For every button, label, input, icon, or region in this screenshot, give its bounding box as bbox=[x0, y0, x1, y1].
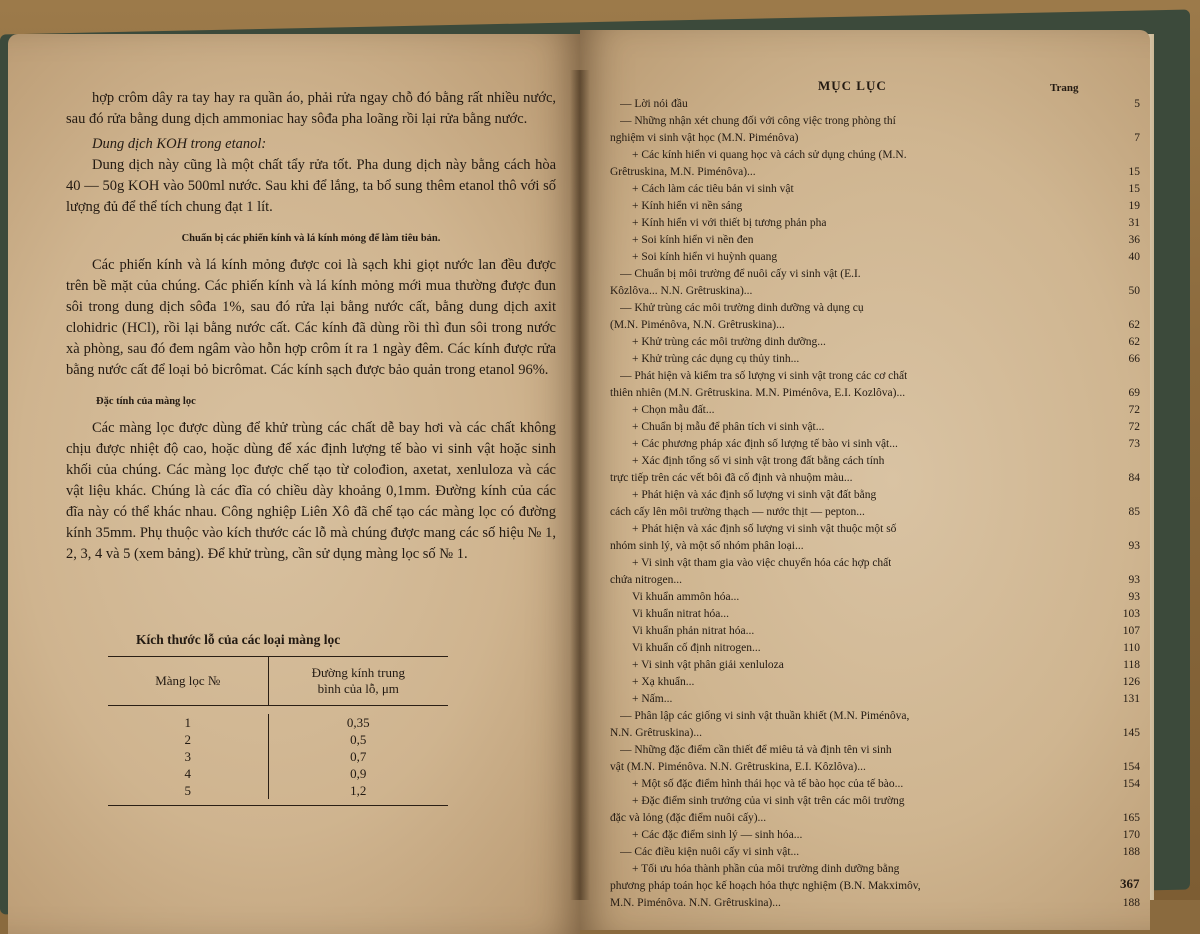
toc-entry-text: + Đặc điểm sinh trưởng của vi sinh vật trên các môi trường bbox=[632, 795, 905, 807]
toc-entry-text: — Lời nói đầu bbox=[620, 98, 688, 110]
col-header-pore-diameter bbox=[269, 665, 448, 697]
toc-entry-text: phương pháp toán học kế hoạch hóa thực nghiệm (B.N. Makximôv, bbox=[610, 880, 921, 892]
toc-entry bbox=[610, 198, 1140, 215]
toc-entry-text: — Những đặc điểm cần thiết để miêu tả và định tên vi sinh bbox=[620, 744, 892, 756]
toc-entry bbox=[610, 470, 1140, 487]
toc-entry bbox=[610, 895, 1140, 912]
paragraph-chromic-acid: hợp crôm dây ra tay hay ra quần áo, phải rửa ngay chỗ đó bằng rất nhiều nước, sau đó rửa bằng dung dịch ammoniac hay sôđa pha loãng rồi lại rửa bằng nước. bbox=[66, 90, 556, 127]
toc-entry bbox=[610, 96, 1140, 113]
toc-entry-text: + Kính hiển vi nền sáng bbox=[632, 200, 743, 212]
toc-entry bbox=[610, 538, 1140, 555]
toc-entry-page: 31 bbox=[1128, 217, 1140, 229]
toc-entry-text: + Tối ưu hóa thành phần của môi trường dinh dưỡng bằng bbox=[632, 863, 900, 875]
toc-entry bbox=[610, 555, 1140, 572]
paragraph-slides: Các phiến kính và lá kính mỏng được coi là sạch khi giọt nước lan đều được trên bề mặt của chúng. Các phiến kính và lá kính mỏng mới mua thường được đun sôi trong dung dịch sôđa 1%, sau đó rửa lại bằng nước cất, bằng dung dịch axit clohidric (HCl), rồi lại bằng nước cất. Các kính đã dùng rồi thì đun sôi trong nước xà phòng, sau đó đem ngâm vào hỗn hợp crôm ít ra 1 ngày đêm. Các kính được rửa bằng nước cất để loại bỏ bicrômat. Các kính sạch được bảo quản trong etanol 96%. bbox=[66, 257, 556, 378]
toc-entry-page: 154 bbox=[1122, 778, 1140, 790]
col-header-line1: Đường kính trung bbox=[311, 665, 405, 680]
toc-entry bbox=[610, 181, 1140, 198]
toc-entry-page: 118 bbox=[1123, 659, 1140, 671]
toc-entry bbox=[610, 351, 1140, 368]
toc-entry bbox=[610, 521, 1140, 538]
toc-entry-text: thiên nhiên (M.N. Grêtruskina. M.N. Piménôva, E.I. Kozlôva)... bbox=[610, 387, 906, 399]
toc-entry-page: 5 bbox=[1134, 98, 1140, 110]
toc-entry bbox=[610, 623, 1140, 640]
toc-entry-text: — Phát hiện và kiểm tra số lượng vi sinh vật trong các cơ chất bbox=[620, 370, 908, 382]
book-gutter bbox=[570, 70, 590, 900]
toc-entry-page: 107 bbox=[1122, 625, 1140, 637]
toc-entry-page: 188 bbox=[1122, 846, 1140, 858]
table-caption: Kích thước lỗ của các loại màng lọc bbox=[136, 632, 341, 647]
toc-entry-page: 62 bbox=[1128, 336, 1140, 348]
table-cell-number: 5 bbox=[184, 783, 192, 798]
table-header-row bbox=[108, 656, 448, 706]
toc-entry-page: 170 bbox=[1122, 829, 1140, 841]
toc-entry bbox=[610, 402, 1140, 419]
toc-entry-text: + Kính hiển vi với thiết bị tương phản pha bbox=[632, 217, 827, 229]
left-page-body bbox=[66, 88, 556, 565]
toc-entry-text: + Soi kính hiển vi huỳnh quang bbox=[632, 251, 778, 263]
toc-entry-page: 72 bbox=[1128, 421, 1140, 433]
toc-entry-text: + Phát hiện và xác định số lượng vi sinh vật thuộc một số bbox=[632, 523, 897, 535]
toc-entry bbox=[610, 130, 1140, 147]
toc-entry-text: — Khử trùng các môi trường dinh dưỡng và dụng cụ bbox=[620, 302, 864, 314]
toc-entry-text: + Chuẩn bị mẫu để phân tích vi sinh vật... bbox=[632, 421, 825, 433]
toc-entry-text: Kôzlôva... N.N. Grêtruskina)... bbox=[610, 285, 753, 297]
toc-entry-page: 85 bbox=[1128, 506, 1140, 518]
col-header-filter-number: Màng lọc № bbox=[108, 657, 269, 705]
pore-diameter-column bbox=[269, 714, 448, 799]
table-body bbox=[108, 706, 448, 806]
toc-entry-page: 73 bbox=[1128, 438, 1140, 450]
toc-entry-text: + Các kính hiển vi quang học và cách sử dụng chúng (M.N. bbox=[632, 149, 907, 161]
toc-entry-page: 72 bbox=[1128, 404, 1140, 416]
toc-entry bbox=[610, 164, 1140, 181]
toc-entry-page: 131 bbox=[1122, 693, 1140, 705]
toc-entry bbox=[610, 453, 1140, 470]
toc-entry-text: Vi khuẩn phản nitrat hóa... bbox=[632, 625, 755, 637]
section-heading-filters: Đặc tính của màng lọc bbox=[96, 396, 196, 407]
toc-entry-page: 126 bbox=[1122, 676, 1140, 688]
toc-entry-text: + Vi sinh vật tham gia vào việc chuyển hóa các hợp chất bbox=[632, 557, 892, 569]
toc-entry-text: — Phân lập các giống vi sinh vật thuần khiết (M.N. Piménôva, bbox=[620, 710, 910, 722]
toc-entry bbox=[610, 640, 1140, 657]
toc-entry-text: chứa nitrogen... bbox=[610, 574, 683, 586]
toc-entry-text: — Chuẩn bị môi trường để nuôi cấy vi sinh vật (E.I. bbox=[620, 268, 861, 280]
toc-entry-page: 19 bbox=[1128, 200, 1140, 212]
toc-entry bbox=[610, 810, 1140, 827]
toc-page-column-label: Trang bbox=[1050, 82, 1079, 94]
toc-entry bbox=[610, 827, 1140, 844]
toc-entry-page: 93 bbox=[1128, 540, 1140, 552]
table-cell-diameter: 0,5 bbox=[350, 732, 367, 747]
toc-entry bbox=[610, 657, 1140, 674]
table-cell-diameter: 1,2 bbox=[350, 783, 367, 798]
toc-entry-page: 7 bbox=[1134, 132, 1140, 144]
toc-entry-text: + Khử trùng các môi trường dinh dưỡng... bbox=[632, 336, 826, 348]
toc-entry bbox=[610, 266, 1140, 283]
page-number: 367 bbox=[1120, 876, 1140, 891]
toc-entry-text: N.N. Grêtruskina)... bbox=[610, 727, 702, 739]
toc-entry bbox=[610, 436, 1140, 453]
filter-number-column bbox=[108, 714, 269, 799]
toc-entry-page: 66 bbox=[1128, 353, 1140, 365]
toc-entry-page: 15 bbox=[1128, 183, 1140, 195]
toc-entry-text: đặc và lỏng (đặc điểm nuôi cấy)... bbox=[610, 812, 767, 824]
toc-entry bbox=[610, 844, 1140, 861]
toc-entry-page: 145 bbox=[1122, 727, 1140, 739]
toc-entry-text: + Chọn mẫu đất... bbox=[632, 404, 715, 416]
table-cell-diameter: 0,35 bbox=[346, 715, 370, 730]
toc-entry bbox=[610, 691, 1140, 708]
table-cell-diameter: 0,9 bbox=[350, 766, 367, 781]
toc-entry-page: 110 bbox=[1123, 642, 1140, 654]
toc-entry bbox=[610, 725, 1140, 742]
toc-entry-text: Vi khuẩn nitrat hóa... bbox=[632, 608, 730, 620]
toc-entry-text: Grêtruskina, M.N. Piménôva)... bbox=[610, 166, 756, 178]
toc-entry-page: 50 bbox=[1128, 285, 1140, 297]
toc-entry bbox=[610, 708, 1140, 725]
toc-entry-text: + Xạ khuẩn... bbox=[632, 676, 695, 688]
toc-entry bbox=[610, 113, 1140, 130]
toc-entry bbox=[610, 385, 1140, 402]
toc-entry-text: trực tiếp trên các vết bôi đã cố định và nhuộm màu... bbox=[610, 472, 853, 484]
toc-title: MỤC LỤC bbox=[818, 78, 887, 93]
toc-entry bbox=[610, 878, 1140, 895]
toc-entry-text: — Các điều kiện nuôi cấy vi sinh vật... bbox=[620, 846, 800, 858]
toc-entry-page: 40 bbox=[1128, 251, 1140, 263]
toc-entry-text: + Cách làm các tiêu bản vi sinh vật bbox=[632, 183, 794, 195]
toc-entry-text: + Các đặc điểm sinh lý — sinh hóa... bbox=[632, 829, 803, 841]
right-page bbox=[580, 30, 1150, 930]
toc-entry bbox=[610, 742, 1140, 759]
toc-entry-page: 188 bbox=[1122, 897, 1140, 909]
toc-entry bbox=[610, 487, 1140, 504]
filter-table bbox=[108, 656, 448, 806]
toc-entry bbox=[610, 334, 1140, 351]
toc-entry bbox=[610, 504, 1140, 521]
table-cell-number: 4 bbox=[184, 766, 192, 781]
toc-entry-text: Vi khuẩn cố định nitrogen... bbox=[632, 642, 761, 654]
toc-entry bbox=[610, 368, 1140, 385]
paragraph-filters: Các màng lọc được dùng để khử trùng các chất dễ bay hơi và các chất không chịu được nhiệt độ cao, hoặc dùng để xác định lượng tế bào vi sinh vật hoặc sinh khối của chúng. Các màng lọc được chế tạo từ colođion, axetat, xenluloza và các vật liệu khác. Chúng là các đĩa có chiều dày khoảng 0,1mm. Đường kính của các đĩa này có thể khác nhau. Công nghiệp Liên Xô đã chế tạo các màng lọc có đường kính 35mm. Phụ thuộc vào kích thước các lỗ mà chúng được mang các số hiệu № 1, 2, 3, 4 và 5 (xem bảng). Để khử trùng, cần sử dụng màng lọc số № 1. bbox=[66, 420, 556, 562]
toc-entry bbox=[610, 776, 1140, 793]
section-heading-slides: Chuẩn bị các phiến kính và lá kính mỏng để làm tiêu bản. bbox=[181, 233, 441, 244]
toc-list bbox=[610, 96, 1140, 912]
toc-entry-text: + Soi kính hiển vi nền đen bbox=[632, 234, 754, 246]
toc-entry-page: 165 bbox=[1122, 812, 1140, 824]
toc-entry bbox=[610, 147, 1140, 164]
toc-entry bbox=[610, 232, 1140, 249]
toc-entry-page: 69 bbox=[1128, 387, 1140, 399]
toc-entry-text: vật (M.N. Piménôva. N.N. Grêtruskina, E.I. Kôzlôva)... bbox=[610, 761, 866, 773]
toc-entry-text: Vi khuẩn ammôn hóa... bbox=[632, 591, 740, 603]
table-cell-diameter: 0,7 bbox=[350, 749, 367, 764]
toc-entry-text: M.N. Piménôva. N.N. Grêtruskina)... bbox=[610, 897, 781, 909]
toc-entry bbox=[610, 606, 1140, 623]
toc-entry-page: 84 bbox=[1128, 472, 1140, 484]
col-header-line2: bình của lỗ, μm bbox=[317, 681, 399, 696]
left-page bbox=[8, 34, 580, 934]
toc-entry-text: (M.N. Piménôva, N.N. Grêtruskina)... bbox=[610, 319, 785, 331]
toc-entry bbox=[610, 300, 1140, 317]
toc-entry bbox=[610, 759, 1140, 776]
toc-entry bbox=[610, 674, 1140, 691]
toc-entry bbox=[610, 317, 1140, 334]
table-cell-number: 3 bbox=[184, 749, 192, 764]
toc-entry-text: cách cấy lên môi trường thạch — nước thịt — pepton... bbox=[610, 506, 865, 518]
toc-entry bbox=[610, 793, 1140, 810]
toc-entry-page: 36 bbox=[1128, 234, 1140, 246]
koh-heading: Dung dịch KOH trong etanol: bbox=[92, 136, 267, 152]
toc-entry-page: 93 bbox=[1128, 574, 1140, 586]
toc-entry-page: 93 bbox=[1128, 591, 1140, 603]
toc-entry-text: — Những nhận xét chung đối với công việc trong phòng thí bbox=[620, 115, 896, 127]
toc-entry-text: + Các phương pháp xác định số lượng tế bào vi sinh vật... bbox=[632, 438, 898, 450]
toc-entry-text: + Xác định tổng số vi sinh vật trong đất bằng cách tính bbox=[632, 455, 885, 467]
toc-entry-text: nghiệm vi sinh vật học (M.N. Piménôva) bbox=[610, 132, 799, 144]
toc-entry-text: + Nấm... bbox=[632, 693, 673, 705]
toc-entry bbox=[610, 249, 1140, 266]
toc-entry bbox=[610, 861, 1140, 878]
toc-entry-page: 154 bbox=[1122, 761, 1140, 773]
toc-entry-page: 15 bbox=[1128, 166, 1140, 178]
toc-entry bbox=[610, 419, 1140, 436]
toc-entry-text: + Khử trùng các dụng cụ thủy tinh... bbox=[632, 353, 800, 365]
toc-entry-text: nhóm sinh lý, và một số nhóm phân loại... bbox=[610, 540, 804, 552]
toc-entry bbox=[610, 572, 1140, 589]
table-cell-number: 1 bbox=[184, 715, 192, 730]
toc-entry bbox=[610, 215, 1140, 232]
toc-entry-text: + Phát hiện và xác định số lượng vi sinh vật đất bằng bbox=[632, 489, 877, 501]
paragraph-koh: Dung dịch này cũng là một chất tẩy rửa tốt. Pha dung dịch này bằng cách hòa 40 — 50g KOH vào 500ml nước. Sau khi để lắng, ta bổ sung thêm etanol thô với số lượng đủ để thể tích chung đạt 1 lít. bbox=[66, 157, 556, 215]
toc-entry bbox=[610, 589, 1140, 606]
toc-entry-page: 103 bbox=[1122, 608, 1140, 620]
toc-entry-text: + Một số đặc điểm hình thái học và tế bào học của tế bào... bbox=[632, 778, 904, 790]
table-cell-number: 2 bbox=[184, 732, 192, 747]
toc-entry-page: 62 bbox=[1128, 319, 1140, 331]
toc-entry bbox=[610, 283, 1140, 300]
toc-entry-text: + Vi sinh vật phân giải xenluloza bbox=[632, 659, 784, 671]
